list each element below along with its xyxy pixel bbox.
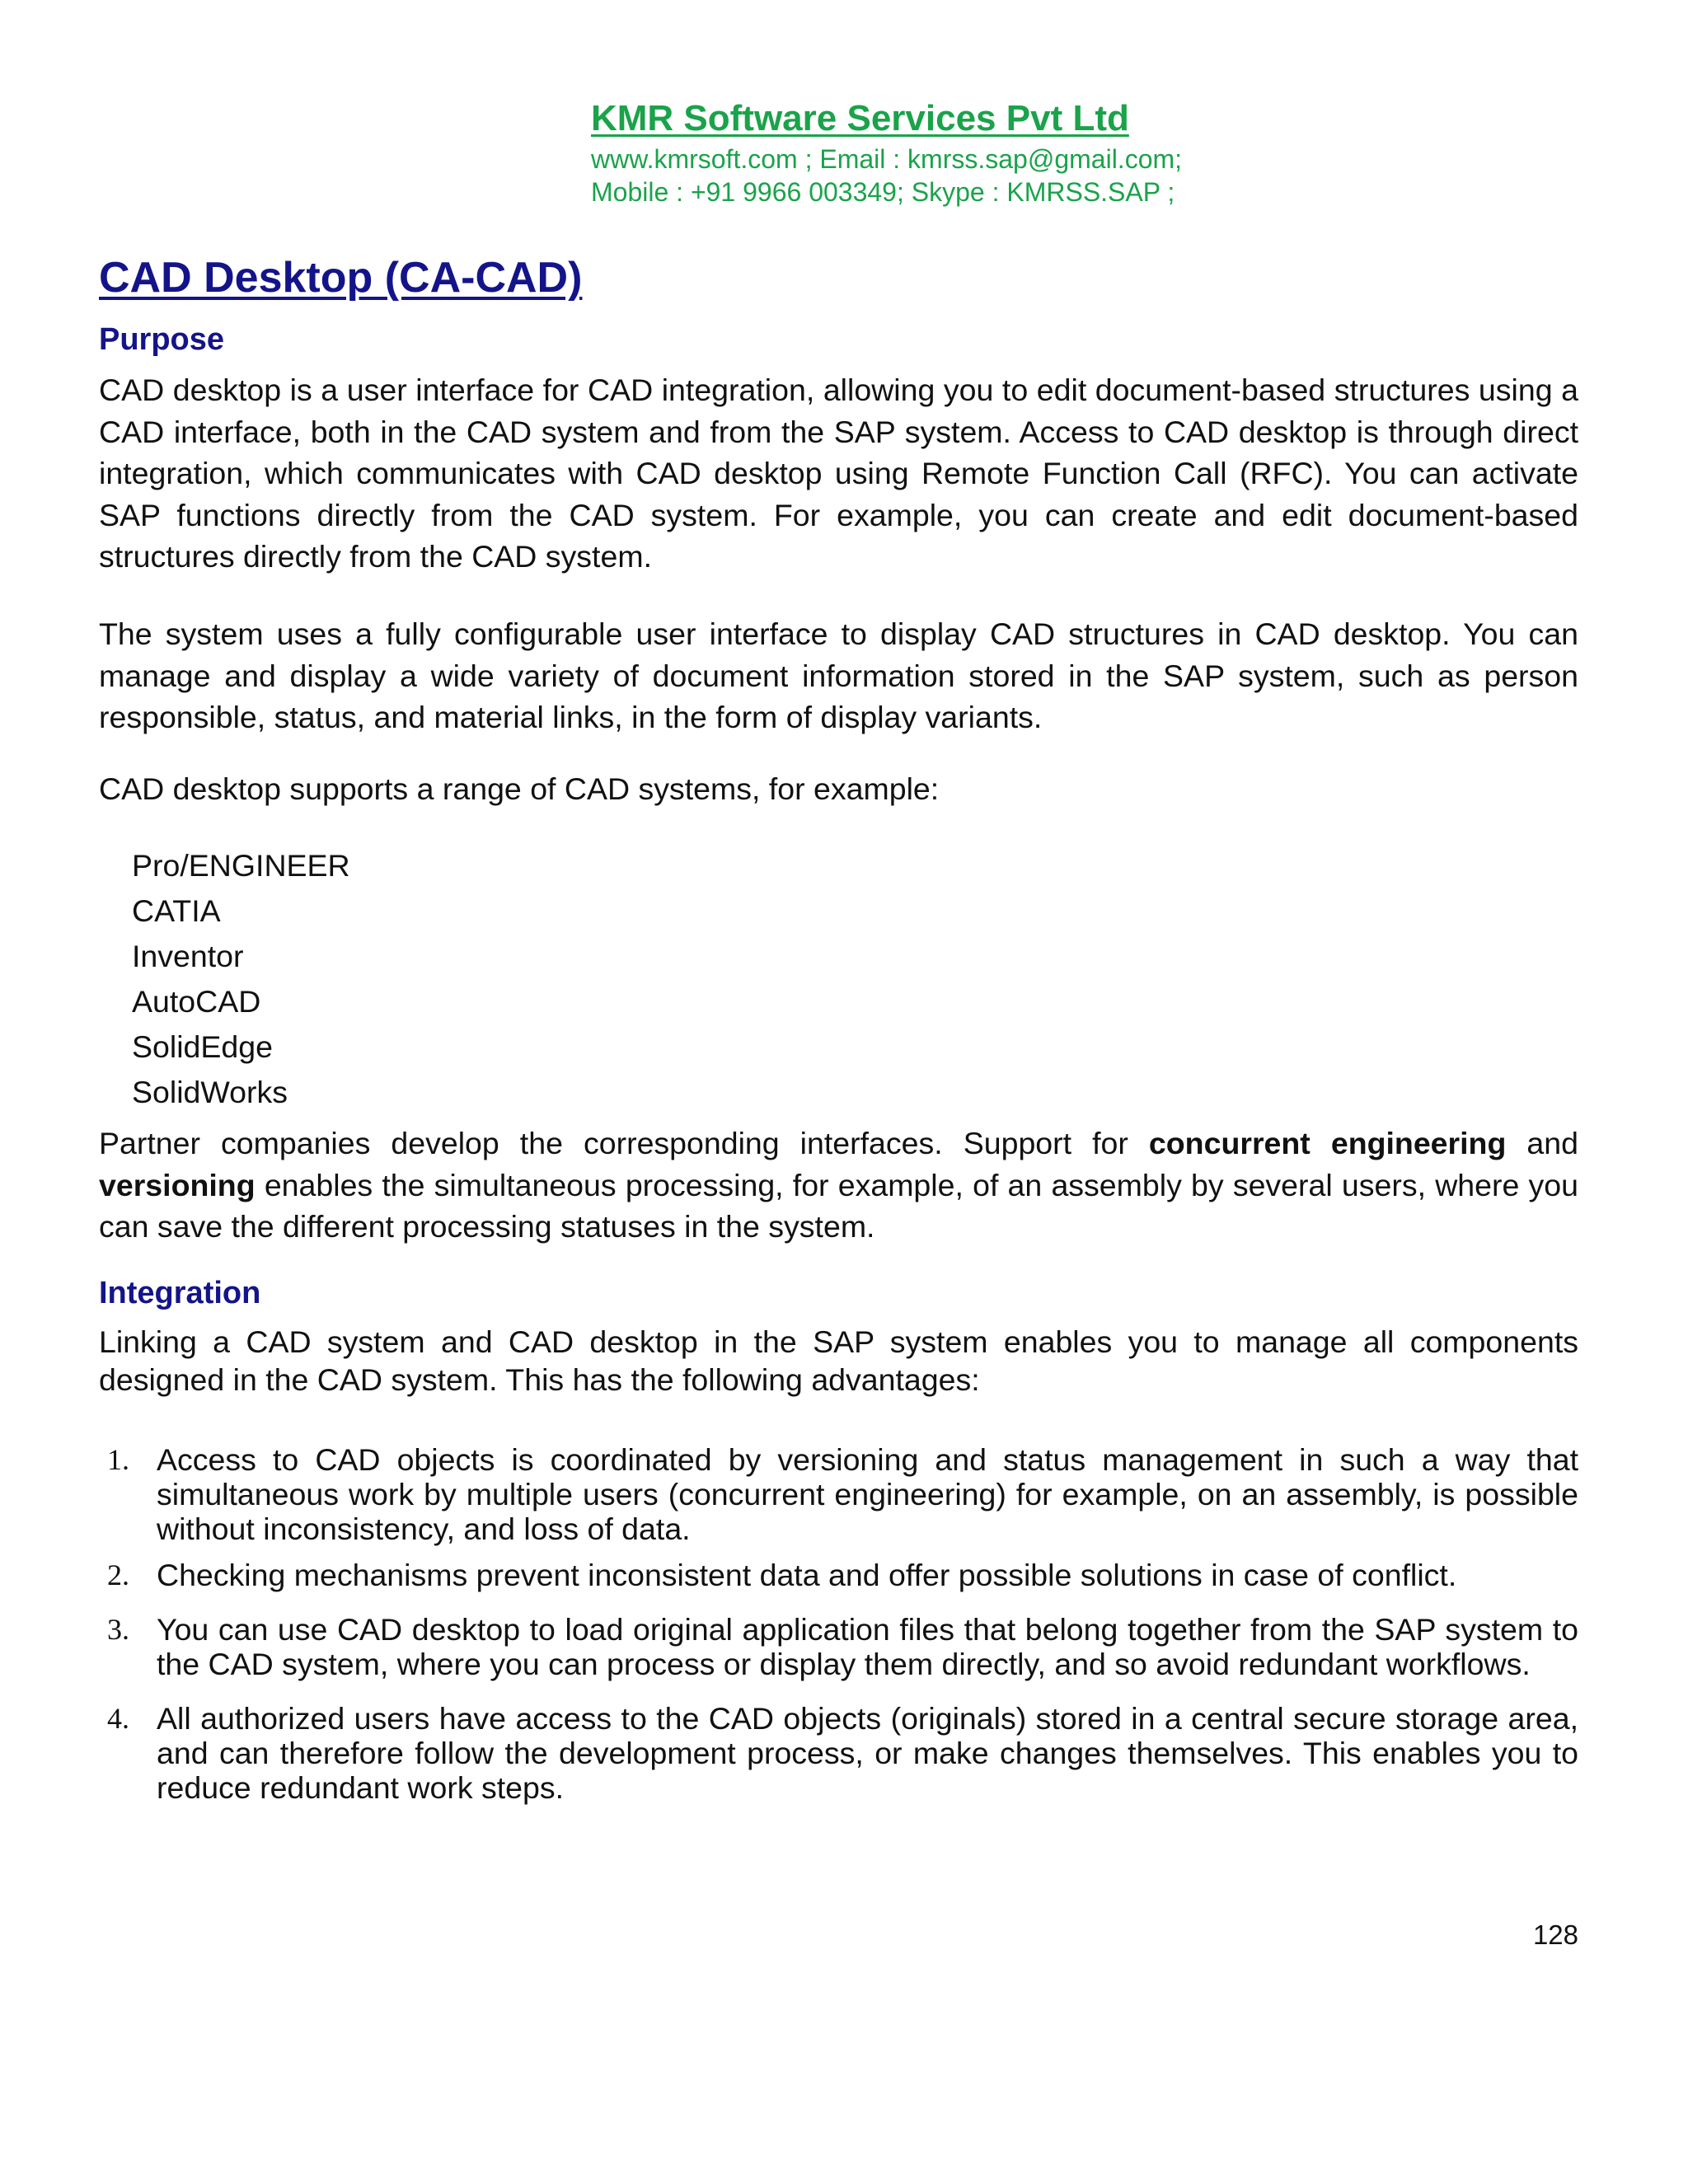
list-item: SolidWorks [132, 1075, 288, 1109]
company-contact-line: www.kmrsoft.com ; Email : kmrss.sap@gmail.com; [591, 144, 1183, 174]
list-item: CATIA [132, 893, 221, 928]
list-item [99, 1612, 1578, 1681]
purpose-paragraph-3: CAD desktop supports a range of CAD systems, for example: [99, 771, 940, 806]
list-text: You can use CAD desktop to load original application files that belong together from the SAP system to the CAD system, where you can process or display them directly, and so avoid redundant workflows. [157, 1612, 1578, 1681]
list-item: Inventor [132, 939, 244, 973]
bold-term-versioning: versioning [99, 1167, 256, 1202]
purpose-heading: Purpose [99, 322, 225, 357]
list-item: AutoCAD [132, 984, 261, 1019]
list-item: SolidEdge [132, 1029, 273, 1064]
purpose-paragraph-2: The system uses a fully configurable user interface to display CAD structures in CAD desktop. You can manage and display a wide variety of document information stored in the SAP system, such as person responsible, status, and material links, in the form of display variants. [99, 616, 1578, 734]
para-text: Partner companies develop the corresponding interfaces. Support for [99, 1126, 1149, 1160]
page-number: 128 [1532, 1919, 1578, 1950]
bold-term-concurrent-engineering: concurrent engineering [1148, 1126, 1507, 1160]
document-title: CAD Desktop (CA-CAD) [99, 254, 583, 302]
list-number: 4. [107, 1702, 129, 1735]
list-item [99, 1558, 1578, 1592]
list-item: Pro/ENGINEER [132, 848, 350, 883]
company-header [591, 95, 1333, 209]
integration-paragraph-1: Linking a CAD system and CAD desktop in the SAP system enables you to manage all components designed in the CAD system. This has the following advantages: [99, 1324, 1578, 1397]
list-item [99, 1442, 1578, 1546]
list-number: 2. [107, 1558, 129, 1591]
cad-systems-list [132, 843, 350, 1115]
list-number: 3. [107, 1613, 129, 1646]
company-name: KMR Software Services Pvt Ltd [591, 98, 1129, 138]
list-text: Access to CAD objects is coordinated by versioning and status management in such a way that simultaneous work by multiple users (concurrent engineering) for example, on an assembly, is possible without inconsistency, and loss of data. [157, 1442, 1578, 1546]
integration-heading: Integration [99, 1276, 261, 1310]
list-text: Checking mechanisms prevent inconsistent data and offer possible solutions in case of conflict. [157, 1558, 1457, 1592]
list-item [99, 1701, 1578, 1805]
purpose-paragraph-4 [99, 1122, 1578, 1248]
advantages-list [99, 1442, 1578, 1805]
para-text: and [1506, 1126, 1578, 1160]
para-text: enables the simultaneous processing, for example, of an assembly by several users, where you can save the different processing statuses in the system. [99, 1167, 1578, 1244]
company-mobile-line: Mobile : +91 9966 003349; Skype : KMRSS.SAP ; [591, 177, 1175, 207]
list-text: All authorized users have access to the CAD objects (originals) stored in a central secure storage area, and can therefore follow the development process, or make changes themselves. This enables you to reduce redundant work steps. [157, 1701, 1578, 1805]
purpose-paragraph-1: CAD desktop is a user interface for CAD integration, allowing you to edit document-based structures using a CAD interface, both in the CAD system and from the SAP system. Access to CAD desktop is through direct integration, which communicates with CAD desktop using Remote Function Call (RFC). You can activate SAP functions directly from the CAD system. For example, you can create and edit document-based structures directly from the CAD system. [99, 373, 1578, 574]
list-number: 1. [107, 1443, 129, 1476]
